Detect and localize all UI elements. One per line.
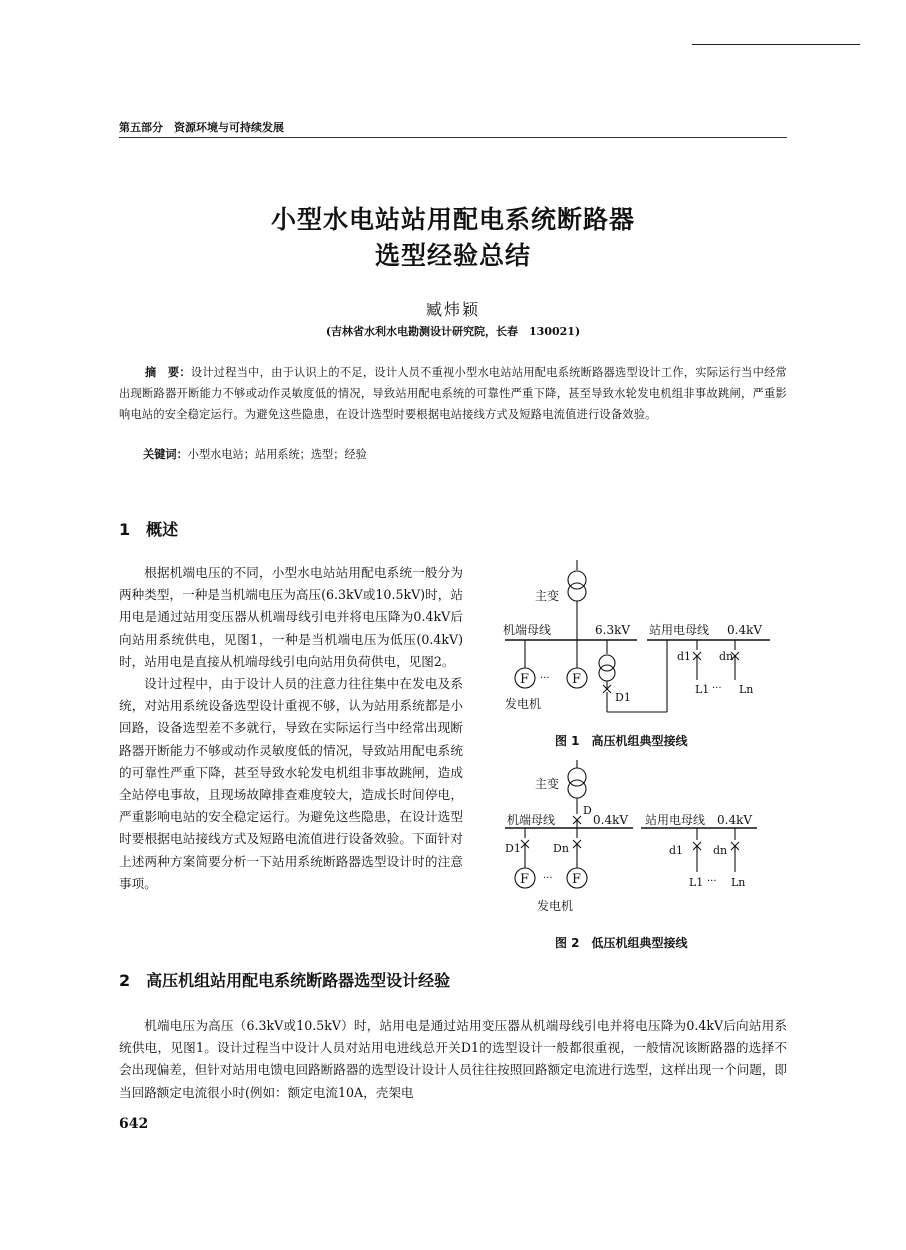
page-number: 642 xyxy=(119,1116,149,1132)
fig1-dots: ··· xyxy=(712,683,722,694)
section-2-body xyxy=(119,1015,787,1104)
fig1-generator-f: F xyxy=(520,672,530,687)
fig1-station-voltage-label: 0.4kV xyxy=(727,623,763,637)
fig2-generator-f: F xyxy=(572,872,582,887)
fig1-d1-label: d1 xyxy=(677,650,692,663)
fig2-D1-label: D1 xyxy=(505,842,521,855)
fig1-l1-label: L1 xyxy=(695,683,710,696)
keywords-label: 关键词： xyxy=(143,448,188,461)
fig2-dots: ··· xyxy=(707,876,717,887)
abstract xyxy=(119,362,787,425)
abstract-label: 摘 要： xyxy=(145,366,191,379)
section-1-body xyxy=(119,562,463,895)
fig1-dots: ··· xyxy=(540,673,550,684)
abstract-text: 设计过程当中，由于认识上的不足，设计人员不重视小型水电站站用配电系统断路器选型设计工作，实际运行当中经常出现断路器开断能力不够或动作灵敏度低的情况，导致站用配电系统的可靠性严重下降，甚至导致水轮发电机组非事故跳闸，严重影响电站的安全稳定运行。为避免这些隐患，在设计选型时要根据电站接线方式及短路电流值进行设备效验。 xyxy=(119,366,787,421)
top-rule xyxy=(692,44,860,45)
author: 臧炜颖 xyxy=(425,300,480,319)
fig1-D1-label: D1 xyxy=(615,691,631,704)
keywords xyxy=(143,446,367,462)
fig2-generator-f: F xyxy=(520,872,530,887)
page-title-line-1: 小型水电站站用配电系统断路器 xyxy=(270,205,635,234)
running-header: 第五部分 资源环境与可持续发展 xyxy=(119,121,284,134)
fig1-dn-label: dn xyxy=(719,650,734,663)
fig2-main-transformer-label: 主变 xyxy=(535,777,560,791)
fig2-D-label: D xyxy=(583,804,592,817)
fig2-gen-voltage-label: 0.4kV xyxy=(593,813,629,827)
figure-2-caption: 图 2 低压机组典型接线 xyxy=(555,936,688,950)
section-2-paragraph: 机端电压为高压（6.3kV或10.5kV）时，站用电是通过站用变压器从机端母线引电并将电压降为0.4kV后向站用系统供电，见图1。设计过程当中设计人员对站用电进线总开关D1的选型设计一般都很重视，一般情况该断路器的选择不会出现偏差，但针对站用电馈电回路断路器的选型设计设计人员往往按照回路额定电流进行选型，这样出现一个问题，即当回路额定电流很小时(例如：额定电流10A，壳架电 xyxy=(119,1018,787,1100)
fig1-gen-bus-label: 机端母线 xyxy=(503,623,552,637)
fig2-generator-label: 发电机 xyxy=(537,899,574,913)
section-1-heading: 1 概述 xyxy=(119,520,179,539)
fig1-generator-label: 发电机 xyxy=(505,697,542,711)
fig1-gen-voltage-label: 6.3kV xyxy=(595,623,631,637)
fig2-dots: ··· xyxy=(543,873,553,884)
fig2-ln-label: Ln xyxy=(731,876,746,889)
header-rule xyxy=(119,137,787,138)
section-2-heading: 2 高压机组站用配电系统断路器选型设计经验 xyxy=(119,971,451,990)
fig2-station-bus-label: 站用电母线 xyxy=(645,813,706,827)
fig1-generator-f: F xyxy=(572,672,582,687)
figure-1-caption: 图 1 高压机组典型接线 xyxy=(555,734,688,748)
fig2-l1-label: L1 xyxy=(689,876,704,889)
fig2-gen-bus-label: 机端母线 xyxy=(507,813,556,827)
keywords-text: 小型水电站；站用系统；选型；经验 xyxy=(187,448,367,461)
fig2-station-voltage-label: 0.4kV xyxy=(717,813,753,827)
fig2-dn-label: dn xyxy=(713,844,728,857)
fig1-station-bus-label: 站用电母线 xyxy=(649,623,710,637)
figure-1-diagram xyxy=(495,560,785,720)
fig2-Dn-label: Dn xyxy=(553,842,569,855)
section-1-paragraph: 设计过程中，由于设计人员的注意力往往集中在发电及系统，对站用系统设备选型设计重视不够，认为站用系统都是小回路，设备选型差不多就行，导致在实际运行当中经常出现断路器开断能力不够或动作灵敏度低的情况，导致站用配电系统的可靠性严重下降，甚至导致水轮发电机组非事故跳闸，造成全站停电事故，且现场故障排查难度较大，造成长时间停电，严重影响电站的安全稳定运行。为避免这些隐患，在设计选型时要根据电站接线方式及短路电流值进行设备效验。下面针对上述两种方案简要分析一下站用系统断路器选型设计时的注意事项。 xyxy=(119,676,463,891)
section-1-paragraph: 根据机端电压的不同，小型水电站站用配电系统一般分为两种类型，一种是当机端电压为高压(6.3kV或10.5kV)时，站用电是通过站用变压器从机端母线引电并将电压降为0.4kV后向站用系统供电，见图1，一种是当机端电压为低压(0.4kV)时，站用电是直接从机端母线引电向站用负荷供电，见图2。 xyxy=(119,565,463,669)
fig1-ln-label: Ln xyxy=(739,683,754,696)
fig2-d1-label: d1 xyxy=(669,844,684,857)
fig1-main-transformer-label: 主变 xyxy=(535,589,560,603)
page-title-line-2: 选型经验总结 xyxy=(374,241,531,270)
affiliation: (吉林省水利水电勘测设计研究院，长春 130021) xyxy=(325,325,581,338)
figure-2-diagram xyxy=(495,760,785,920)
